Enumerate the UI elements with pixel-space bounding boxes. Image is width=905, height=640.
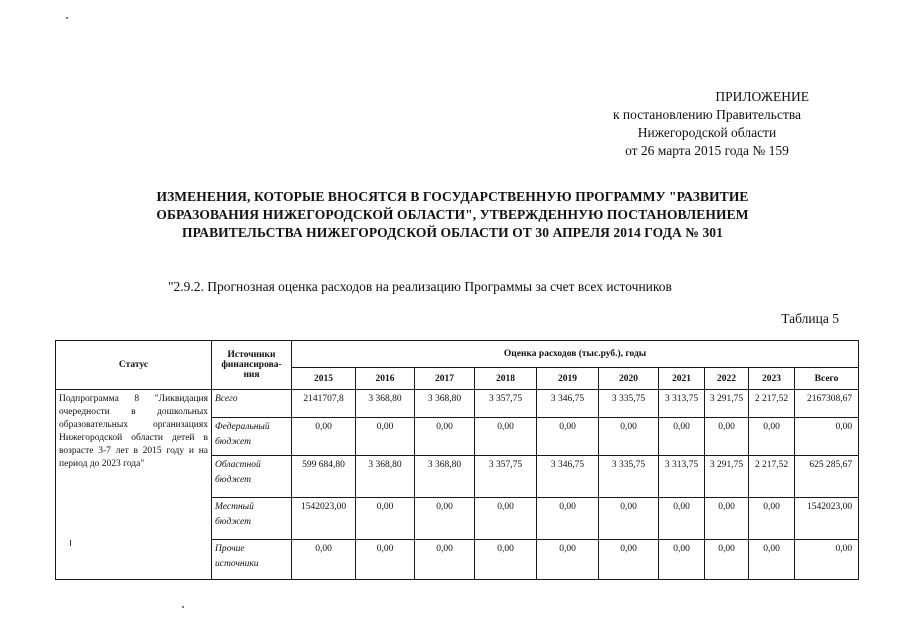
document-title [40,188,865,242]
value-cell: 3 368,80 [415,456,475,498]
value-cell: 0,00 [659,540,705,580]
source-cell: Прочие источники [212,540,292,580]
source-cell: Всего [212,390,292,418]
total-cell: 625 285,67 [795,456,859,498]
value-cell: 3 357,75 [475,390,537,418]
value-cell: 0,00 [356,498,415,540]
value-cell: 0,00 [659,418,705,456]
appendix-line-3: от 26 марта 2015 года № 159 [625,143,789,158]
value-cell: 2 217,52 [749,390,795,418]
value-cell: 3 335,75 [599,390,659,418]
header-year: 2022 [705,368,749,390]
value-cell: 0,00 [415,540,475,580]
header-year: 2015 [292,368,356,390]
value-cell: 3 335,75 [599,456,659,498]
header-estimate: Оценка расходов (тыс.руб.), годы [292,341,859,368]
table-body [56,390,859,580]
appendix-line-1: к постановлению Правительства [612,107,802,122]
value-cell: 3 346,75 [537,456,599,498]
value-cell: 0,00 [705,540,749,580]
value-cell: 0,00 [749,540,795,580]
value-cell: 0,00 [749,418,795,456]
value-cell: 0,00 [356,418,415,456]
value-cell: 0,00 [475,498,537,540]
value-cell: 0,00 [599,540,659,580]
document-title-line-2: ОБРАЗОВАНИЯ НИЖЕГОРОДСКОЙ ОБЛАСТИ", УТВЕРЖДЕННУЮ ПОСТАНОВЛЕНИЕМ [156,207,749,222]
header-year: 2016 [356,368,415,390]
value-cell: 2 217,52 [749,456,795,498]
table-row [56,390,859,418]
header-year: 2019 [537,368,599,390]
total-cell: 0,00 [795,418,859,456]
value-cell: 2141707,8 [292,390,356,418]
source-cell: Областной бюджет [212,456,292,498]
scan-speck [66,17,68,19]
value-cell: 0,00 [292,540,356,580]
header-year: 2018 [475,368,537,390]
value-cell: 0,00 [415,418,475,456]
value-cell: 0,00 [537,498,599,540]
value-cell: 0,00 [749,498,795,540]
value-cell: 0,00 [537,418,599,456]
value-cell: 3 313,75 [659,390,705,418]
section-heading: "2.9.2. Прогнозная оценка расходов на реализацию Программы за счет всех источников [168,279,672,294]
appendix-line-2: Нижегородской области [637,125,777,140]
document-title-line-1: ИЗМЕНЕНИЯ, КОТОРЫЕ ВНОСЯТСЯ В ГОСУДАРСТВЕННУЮ ПРОГРАММУ "РАЗВИТИЕ [156,189,749,204]
source-cell: Федеральный бюджет [212,418,292,456]
value-cell: 0,00 [475,540,537,580]
value-cell: 0,00 [659,498,705,540]
value-cell: 0,00 [475,418,537,456]
value-cell: 3 291,75 [705,390,749,418]
value-cell: 3 368,80 [415,390,475,418]
header-year: 2023 [749,368,795,390]
header-year: 2017 [415,368,475,390]
value-cell: 3 368,80 [356,390,415,418]
value-cell: 3 346,75 [537,390,599,418]
value-cell: 3 291,75 [705,456,749,498]
value-cell: 0,00 [705,418,749,456]
total-cell: 2167308,67 [795,390,859,418]
total-cell: 0,00 [795,540,859,580]
header-year: 2020 [599,368,659,390]
value-cell: 0,00 [415,498,475,540]
header-status: Статус [56,341,212,390]
total-cell: 1542023,00 [795,498,859,540]
value-cell: 3 357,75 [475,456,537,498]
value-cell: 0,00 [356,540,415,580]
value-cell: 3 368,80 [356,456,415,498]
value-cell: 599 684,80 [292,456,356,498]
value-cell: 0,00 [537,540,599,580]
value-cell: 0,00 [599,418,659,456]
header-year: 2021 [659,368,705,390]
value-cell: 0,00 [599,498,659,540]
document-title-line-3: ПРАВИТЕЛЬСТВА НИЖЕГОРОДСКОЙ ОБЛАСТИ ОТ 30 АПРЕЛЯ 2014 ГОДА № 301 [182,225,723,240]
header-sources: Источники финансирова-ния [212,341,292,390]
value-cell: 3 313,75 [659,456,705,498]
value-cell: 0,00 [292,418,356,456]
value-cell: 0,00 [705,498,749,540]
source-cell: Местный бюджет [212,498,292,540]
appendix-block [577,88,837,160]
status-cell: Подпрограмма 8 "Ликвидация очередности в дошкольных образовательных организациях Нижегородской области детей в возрасте 3-7 лет в 2015 году и на период до 2023 года" [56,390,212,580]
budget-table [55,340,859,580]
appendix-title: ПРИЛОЖЕНИЕ [715,89,809,104]
value-cell: 1542023,00 [292,498,356,540]
table-caption: Таблица 5 [781,311,839,326]
scan-speck [182,606,184,608]
header-total: Всего [795,368,859,390]
